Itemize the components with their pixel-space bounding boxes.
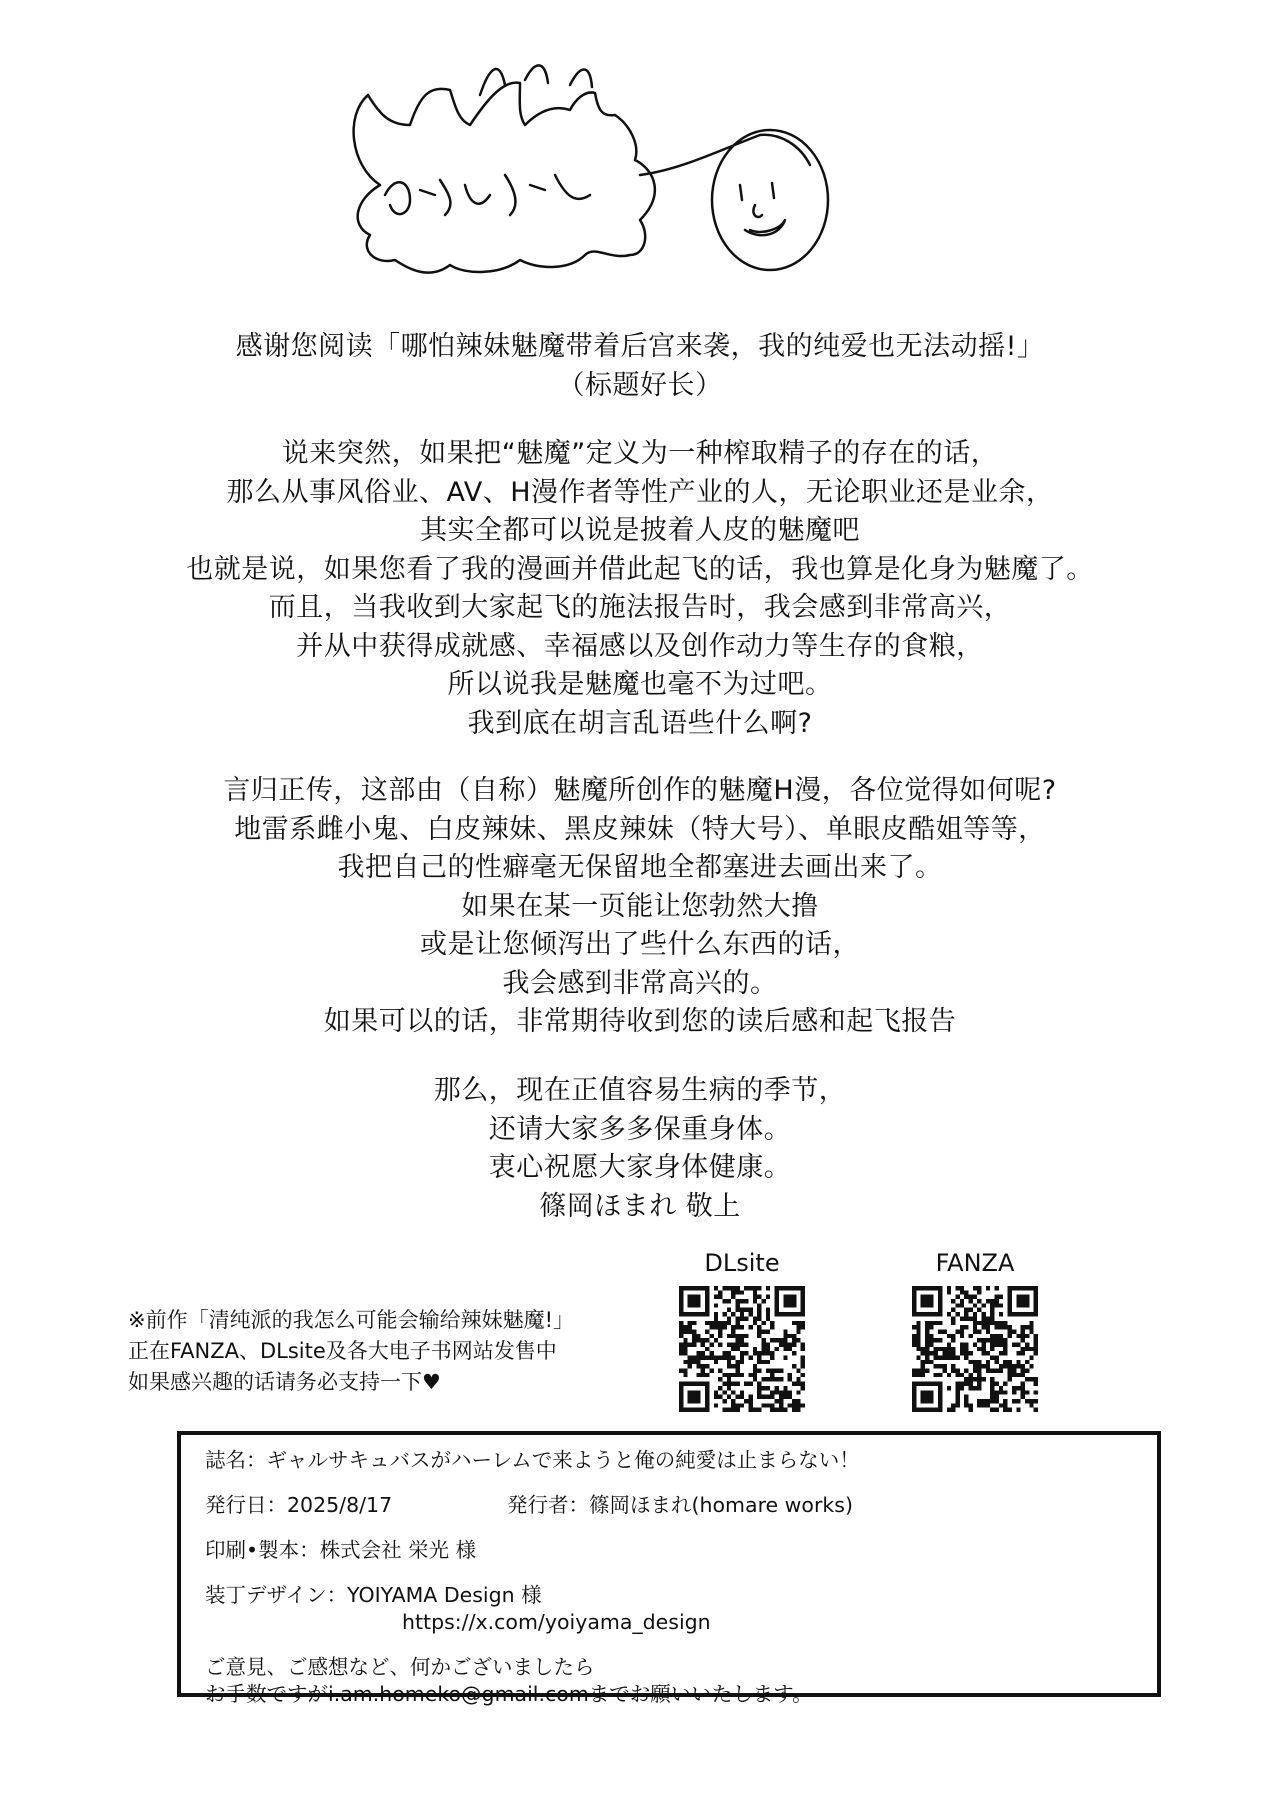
text-line: 我会感到非常高兴的。	[502, 967, 778, 999]
face-nose	[753, 205, 762, 217]
face-outline	[712, 130, 828, 270]
succubus-paragraph	[0, 435, 1280, 743]
colophon-box	[177, 1431, 1161, 1706]
colophon-printer: 印刷•製本：株式会社 栄光 様	[205, 1538, 477, 1562]
text-line: 所以说我是魅魔也毫不为过吧。	[447, 669, 833, 700]
fanza-qr-label: FANZA	[935, 1249, 1015, 1277]
manga-paragraph	[0, 772, 1280, 1042]
dlsite-qr-code[interactable]	[679, 1286, 805, 1412]
text-line: 还请大家多多保重身体。	[488, 1113, 792, 1145]
text-line: 正在FANZA、DLsite及各大电子书网站发售中	[128, 1339, 557, 1363]
colophon-date: 発行日：2025/8/17	[205, 1493, 393, 1517]
fanza-qr-block[interactable]	[905, 1248, 1045, 1412]
dlsite-qr-label: DLsite	[704, 1249, 780, 1277]
text-line: 衷心祝愿大家身体健康。	[488, 1152, 792, 1183]
colophon-contact-line1: ご意見、ご感想など、何かございましたら	[205, 1655, 595, 1679]
text-line: 或是让您倾泻出了些什么东西的话，	[420, 929, 860, 960]
closing-paragraph	[0, 1072, 1280, 1226]
text-line: 也就是说，如果您看了我的漫画并借此起飞的话，我也算是化身为魅魔了。	[186, 553, 1094, 585]
colophon-design: 装丁デザイン：YOIYAMA Design 様	[205, 1583, 542, 1607]
text-line: 那么从事风俗业、AV、H漫作者等性产业的人，无论职业还是业余，	[226, 476, 1054, 508]
text-line: 如果感兴趣的话请务必支持一下♥	[128, 1370, 441, 1394]
text-line: 感谢您阅读「哪怕辣妹魅魔带着后宫来袭，我的纯爱也无法动摇!」	[235, 331, 1045, 362]
colophon-date-publisher-row	[205, 1492, 1133, 1519]
spiky-bubble-outline	[354, 83, 655, 273]
text-line: 地雷系雌小鬼、白皮辣妹、黑皮辣妹（特大号）、单眼皮酷姐等等，	[234, 813, 1046, 845]
text-line: 我把自己的性癖毫无保留地全都塞进去画出来了。	[337, 852, 943, 883]
fanza-qr-code[interactable]	[912, 1286, 1038, 1412]
text-line: 言归正传，这部由（自称）魅魔所创作的魅魔H漫，各位觉得如何呢?	[223, 775, 1057, 806]
colophon-publisher: 発行者：篠岡ほまれ(homare works)	[507, 1493, 853, 1517]
text-line: 那么，现在正值容易生病的季节，	[433, 1075, 847, 1106]
text-line: ※前作「清纯派的我怎么可能会输给辣妹魅魔!」	[128, 1308, 575, 1332]
text-line: 其实全都可以说是披着人皮的魅魔吧	[420, 515, 860, 546]
dlsite-qr-block[interactable]	[672, 1248, 812, 1412]
speech-bubble-face-drawing	[340, 55, 900, 305]
text-line: 而且，当我收到大家起飞的施法报告时，我会感到非常高兴，	[268, 592, 1012, 623]
text-line: 并从中获得成就感、幸福感以及创作动力等生存的食粮，	[296, 630, 984, 662]
text-line: 说来突然，如果把“魅魔”定义为一种榨取精子的存在的话，	[281, 438, 999, 469]
colophon-contact-line2[interactable]: お手数ですがi.am.homeko@gmail.comまでお願いいたします。	[205, 1682, 813, 1706]
text-line: 我到底在胡言乱语些什么啊?	[467, 707, 813, 739]
colophon-title: 誌名：ギャルサキュバスがハーレムで来ようと俺の純愛は止まらない！	[205, 1448, 860, 1472]
bubble-scribble-text	[385, 175, 590, 215]
colophon-design-url[interactable]: https://x.com/yoiyama_design	[402, 1610, 711, 1634]
text-line: （标题好长）	[557, 369, 723, 401]
text-line: 如果可以的话，非常期待收到您的读后感和起飞报告	[323, 1006, 957, 1037]
afterword-doodle	[340, 55, 900, 305]
text-line: 如果在某一页能让您勃然大撸	[461, 890, 819, 922]
face-mouth	[745, 220, 785, 235]
thanks-paragraph	[0, 328, 1280, 405]
face-eyes	[740, 183, 774, 200]
previous-work-note	[128, 1305, 574, 1398]
author-signature: 篠岡ほまれ 敬上	[539, 1190, 741, 1222]
